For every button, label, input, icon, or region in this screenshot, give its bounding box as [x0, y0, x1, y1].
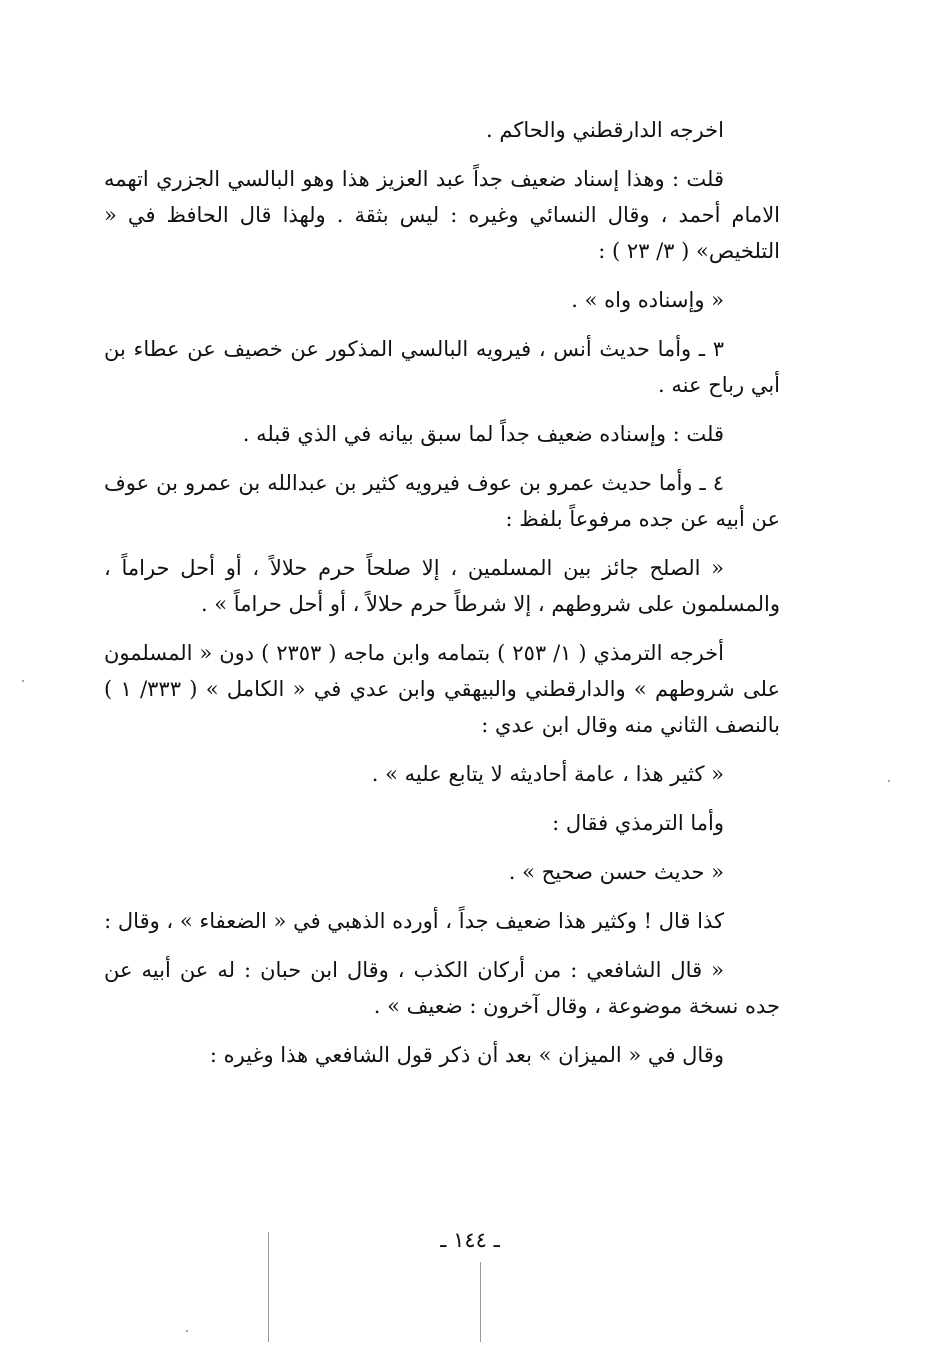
paragraph-3: « وإسناده واه » . [571, 288, 724, 312]
paragraph-13: « قال الشافعي : من أركان الكذب ، وقال ابن حبان : له عن أبيه عن جده نسخة موضوعة ، وقال آخرون : ضعيف » . [104, 958, 780, 1018]
paragraph-2: قلت : وهذا إسناد ضعيف جداً عبد العزيز هذا وهو البالسي الجزري اتهمه الامام أحمد ، وقال النسائي وغيره : ليس بثقة . ولهذا قال الحافظ في « التلخيص» ( ٣/ ٢٣ ) : [104, 167, 780, 263]
scan-artifact-line [480, 1262, 481, 1342]
paragraph-11: « حديث حسن صحيح » . [508, 860, 724, 884]
paragraph-8: أخرجه الترمذي ( ١/ ٢٥٣ ) بتمامه وابن ماجه ( ٢٣٥٣ ) دون « المسلمون على شروطهم » والدارقطني والبيهقي وابن عدي في « الكامل » ( ٣٣٣/ ١ ) بالنصف الثاني منه وقال ابن عدي : [104, 641, 780, 737]
paragraph-9: « كثير هذا ، عامة أحاديثه لا يتابع عليه » . [371, 762, 724, 786]
paragraph-1: اخرجه الدارقطني والحاكم . [486, 118, 724, 142]
paragraph-14: وقال في « الميزان » بعد أن ذكر قول الشافعي هذا وغيره : [209, 1043, 724, 1067]
scan-artifact-dot [22, 680, 24, 682]
paragraph-12: كذا قال ! وكثير هذا ضعيف جداً ، أورده الذهبي في « الضعفاء » ، وقال : [104, 909, 724, 933]
paragraph-7: « الصلح جائز بين المسلمين ، إلا صلحاً حرم حلالاً ، أو أحل حراماً ، والمسلمون على شروطهم ، إلا شرطاً حرم حلالاً ، أو أحل حراماً » . [104, 556, 780, 616]
paragraph-6: ٤ ـ وأما حديث عمرو بن عوف فيرويه كثير بن عبدالله بن عمرو بن عوف عن أبيه عن جده مرفوعاً بلفظ : [104, 471, 780, 531]
paragraph-5: قلت : وإسناده ضعيف جداً لما سبق بيانه في الذي قبله . [242, 422, 724, 446]
paragraph-10: وأما الترمذي فقال : [552, 811, 724, 835]
scan-artifact-dot [186, 1330, 188, 1332]
scan-artifact-dot [888, 780, 890, 782]
scan-artifact-line [268, 1232, 269, 1342]
page-number: ـ ١٤٤ ـ [440, 1228, 500, 1252]
paragraph-4: ٣ ـ وأما حديث أنس ، فيرويه البالسي المذكور عن خصيف عن عطاء بن أبي رباح عنه . [104, 337, 780, 397]
page-body-text [104, 112, 780, 1086]
